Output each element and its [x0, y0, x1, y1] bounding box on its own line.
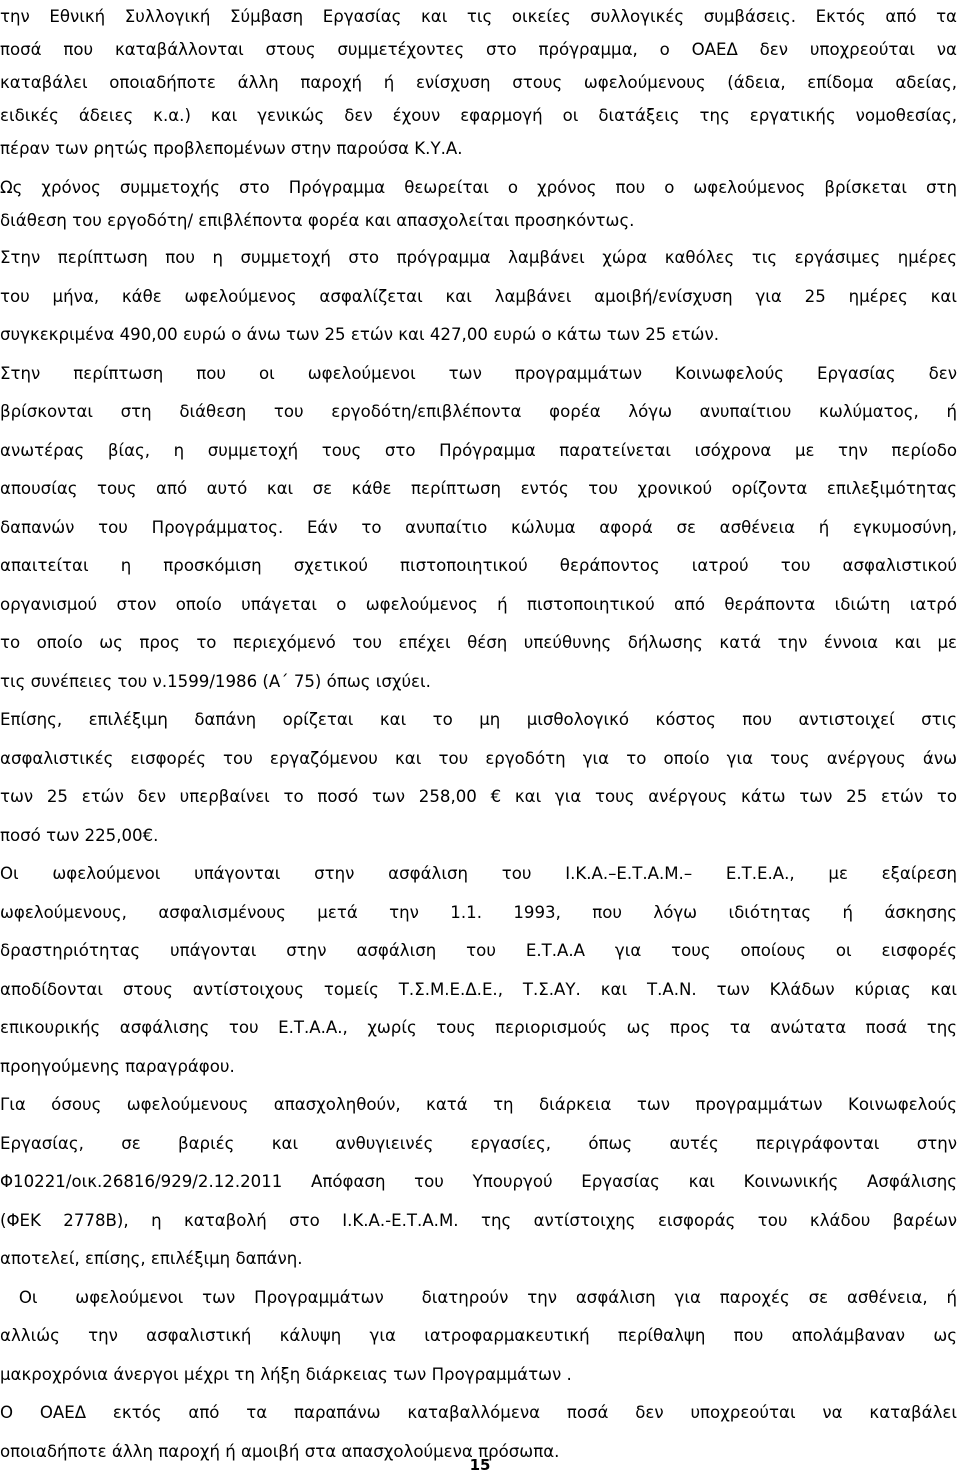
- paragraph: [0, 1279, 957, 1395]
- text-line: ποσό των 225,00€.: [0, 825, 159, 845]
- text-line: μακροχρόνια άνεργοι μέχρι τη λήξη διάρκειας των Προγραμμάτων .: [0, 1364, 572, 1384]
- paragraph: [0, 165, 957, 237]
- text-line: δραστηριότητας υπάγονται στην ασφάλιση του Ε.Τ.Α.Α για τους οποίους οι εισφορές: [0, 941, 957, 960]
- text-line: οργανισμού στον οποίο υπάγεται ο ωφελούμενος ή πιστοποιητικού από θεράποντα ιδιώτη ιατρό: [0, 594, 957, 614]
- text-line: Στην περίπτωση που η συμμετοχή στο πρόγραμμα λαμβάνει χώρα καθόλες τις εργάσιμες ημέρες: [0, 248, 957, 267]
- text-line: (ΦΕΚ 2778Β), η καταβολή στο Ι.Κ.Α.-Ε.Τ.Α.Μ. της αντίστοιχης εισφοράς του κλάδου βαρέων: [0, 1210, 957, 1230]
- text-line: την Εθνική Συλλογική Σύμβαση Εργασίας και τις οικείες συλλογικές συμβάσεις. Εκτός από τα: [0, 7, 957, 26]
- text-line: προηγούμενης παραγράφου.: [0, 1056, 235, 1076]
- paragraph: [0, 0, 957, 165]
- text-line: Εργασίας, σε βαριές και ανθυγιεινές εργασίες, όπως αυτές περιγράφονται στην: [0, 1133, 957, 1153]
- text-line: πέραν των ρητώς προβλεπομένων στην παρούσα Κ.Υ.Α.: [0, 139, 463, 158]
- text-line: ασφαλιστικές εισφορές του εργαζόμενου και του εργοδότη για το οποίο για τους ανέργους άνω: [0, 748, 957, 768]
- text-line: απαιτείται η προσκόμιση σχετικού πιστοποιητικού θεράποντος ιατρού του ασφαλιστικού: [0, 556, 957, 575]
- text-line: Ο ΟΑΕΔ εκτός από τα παραπάνω καταβαλλόμενα ποσά δεν υποχρεούται να καταβάλει: [0, 1403, 957, 1422]
- text-line: αποτελεί, επίσης, επιλέξιμη δαπάνη.: [0, 1249, 303, 1268]
- paragraph: [0, 237, 957, 355]
- text-line: δαπανών του Προγράμματος. Εάν το ανυπαίτιο κώλυμα αφορά σε ασθένεια ή εγκυμοσύνη,: [0, 517, 957, 537]
- text-line: ανωτέρας βίας, η συμμετοχή τους στο Πρόγραμμα παρατείνεται ισόχρονα με την περίοδο: [0, 440, 957, 460]
- text-line: βρίσκονται στη διάθεση του εργοδότη/επιβλέποντα φορέα λόγω ανυπαίτιου κωλύματος, ή: [0, 402, 957, 421]
- text-line: το οποίο ως προς το περιεχόμενό του επέχει θέση υπεύθυνης δήλωσης κατά την έννοια και με: [0, 633, 957, 652]
- text-line: συγκεκριμένα 490,00 ευρώ ο άνω των 25 ετών και 427,00 ευρώ ο κάτω των 25 ετών.: [0, 325, 720, 344]
- paragraph: [0, 1086, 957, 1279]
- text-line: επικουρικής ασφάλισης του Ε.Τ.Α.Α., χωρίς τους περιορισμούς ως προς τα ανώτατα ποσά της: [0, 1018, 957, 1037]
- text-line: αλλιώς την ασφαλιστική κάλυψη για ιατροφαρμακευτική περίθαλψη που απολάμβαναν ως: [0, 1326, 957, 1345]
- text-line: Οι ωφελούμενοι υπάγονται στην ασφάλιση του Ι.Κ.Α.–Ε.Τ.Α.Μ.– Ε.Τ.Ε.Α., με εξαίρεση: [0, 864, 957, 883]
- text-line: Για όσους ωφελούμενους απασχοληθούν, κατά τη διάρκεια των προγραμμάτων Κοινωφελούς: [0, 1095, 957, 1114]
- text-line: ειδικές άδειες κ.α.) και γενικώς δεν έχουν εφαρμογή οι διατάξεις της εργατικής νομοθεσίας,: [0, 106, 957, 125]
- text-line: Φ10221/οικ.26816/929/2.12.2011 Απόφαση του Υπουργού Εργασίας και Κοινωνικής Ασφάλισης: [0, 1172, 957, 1191]
- text-line: Ως χρόνος συμμετοχής στο Πρόγραμμα θεωρείται ο χρόνος που ο ωφελούμενος βρίσκεται στη: [0, 178, 957, 197]
- text-line: των 25 ετών δεν υπερβαίνει το ποσό των 258,00 € και για τους ανέργους κάτω των 25 ετών το: [0, 787, 957, 806]
- text-line: Στην περίπτωση που οι ωφελούμενοι των προγραμμάτων Κοινωφελούς Εργασίας δεν: [0, 363, 957, 383]
- paragraph: [0, 701, 957, 855]
- text-line: διάθεση του εργοδότη/ επιβλέποντα φορέα και απασχολείται προσηκόντως.: [0, 211, 635, 230]
- text-line: Επίσης, επιλέξιμη δαπάνη ορίζεται και το μη μισθολογικό κόστος που αντιστοιχεί στις: [0, 710, 957, 729]
- text-line: τις συνέπειες του ν.1599/1986 (Α΄ 75) όπως ισχύει.: [0, 671, 431, 691]
- paragraph: [0, 855, 957, 1086]
- text-line: οποιαδήποτε άλλη παροχή ή αμοιβή στα απασχολούμενα πρόσωπα.: [0, 1441, 560, 1461]
- text-line: ωφελούμενους, ασφαλισμένους μετά την 1.1. 1993, που λόγω ιδιότητας ή άσκησης: [0, 902, 957, 922]
- paragraph: [0, 355, 957, 702]
- text-line: Οι ωφελούμενοι των Προγραμμάτων διατηρούν την ασφάλιση για παροχές σε ασθένεια, ή: [0, 1287, 957, 1307]
- page-number: 15: [469, 1456, 491, 1474]
- text-line: αποδίδονται στους αντίστοιχους τομείς Τ.Σ.Μ.Ε.Δ.Ε., Τ.Σ.ΑΥ. και Τ.Α.Ν. των Κλάδων κύριας και: [0, 979, 957, 999]
- text-line: του μήνα, κάθε ωφελούμενος ασφαλίζεται και λαμβάνει αμοιβή/ενίσχυση για 25 ημέρες και: [0, 286, 957, 306]
- text-line: απουσίας τους από αυτό και σε κάθε περίπτωση εντός του χρονικού ορίζοντα επιλεξιμότητας: [0, 479, 957, 498]
- text-line: καταβάλει οποιαδήποτε άλλη παροχή ή ενίσχυση στους ωφελούμενους (άδεια, επίδομα αδείας,: [0, 73, 957, 92]
- text-line: ποσά που καταβάλλονται στους συμμετέχοντες στο πρόγραμμα, ο ΟΑΕΔ δεν υποχρεούται να: [0, 40, 957, 59]
